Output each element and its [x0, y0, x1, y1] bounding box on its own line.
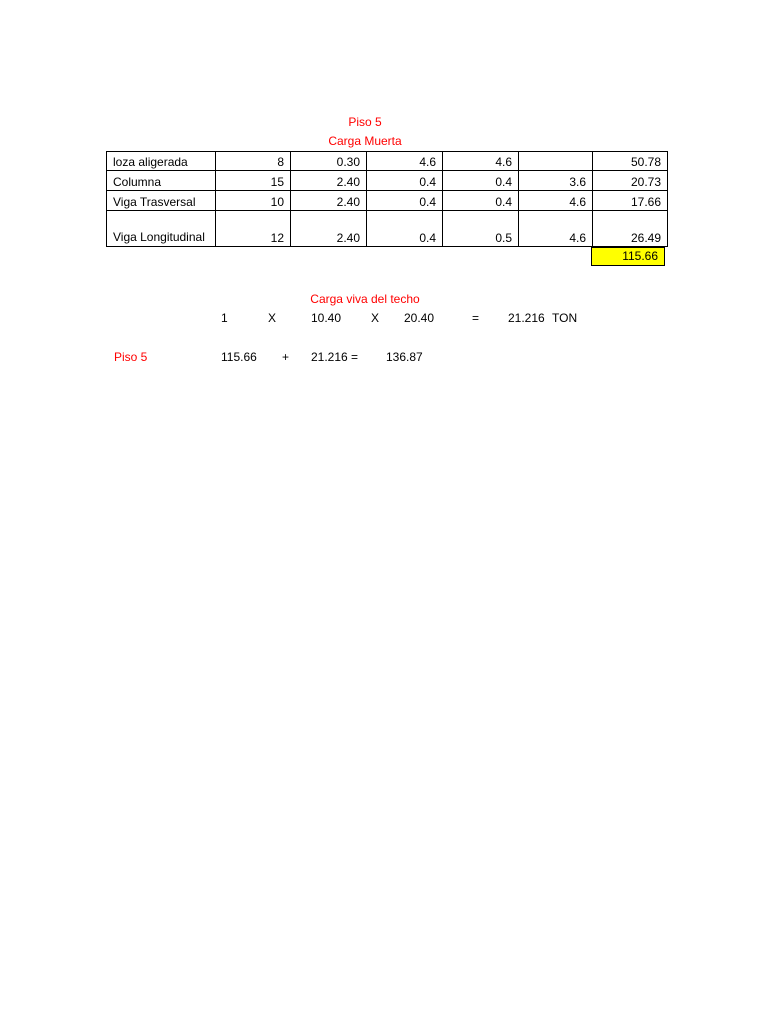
row-name: Columna: [107, 171, 216, 191]
live-load-unit: TON: [552, 311, 578, 325]
dead-load-total: 115.66: [591, 247, 665, 266]
row-value: 4.6: [519, 191, 593, 211]
table-row: [107, 171, 668, 191]
table-row: [107, 152, 668, 171]
row-name: Viga Longitudinal: [107, 211, 216, 247]
live-load-factor: 1: [221, 311, 228, 325]
summary-live-load: 21.216 =: [311, 350, 359, 364]
row-value: [519, 152, 593, 171]
row-value: 0.4: [443, 191, 519, 211]
row-result: 50.78: [593, 152, 668, 171]
row-name: Viga Trasversal: [107, 191, 216, 211]
summary-dead-load: 115.66: [221, 350, 257, 364]
live-load-result: 21.216: [508, 311, 545, 325]
section-title: Carga Muerta: [328, 134, 402, 148]
table-row: [107, 211, 668, 247]
row-value: 2.40: [291, 191, 367, 211]
row-value: 0.4: [367, 171, 443, 191]
row-result: 20.73: [593, 171, 668, 191]
row-value: 10: [216, 191, 291, 211]
summary-total: 136.87: [386, 350, 423, 364]
row-value: 4.6: [367, 152, 443, 171]
dead-load-table: [106, 151, 668, 247]
summary-plus: +: [282, 350, 290, 364]
table-row: [107, 191, 668, 211]
floor-title: Piso 5: [348, 115, 382, 129]
row-value: 2.40: [291, 171, 367, 191]
live-load-operator: X: [371, 311, 380, 325]
summary-label: Piso 5: [114, 350, 148, 364]
row-name: loza aligerada: [107, 152, 216, 171]
row-value: 4.6: [519, 211, 593, 247]
row-value: 15: [216, 171, 291, 191]
row-value: 2.40: [291, 211, 367, 247]
row-value: 4.6: [443, 152, 519, 171]
row-value: 3.6: [519, 171, 593, 191]
row-value: 0.4: [443, 171, 519, 191]
live-load-width: 10.40: [311, 311, 342, 325]
live-load-length: 20.40: [404, 311, 435, 325]
row-value: 0.4: [367, 211, 443, 247]
row-value: 12: [216, 211, 291, 247]
live-load-equals: =: [472, 311, 480, 325]
live-load-title: Carga viva del techo: [310, 292, 420, 306]
row-value: 0.30: [291, 152, 367, 171]
row-result: 17.66: [593, 191, 668, 211]
row-value: 0.5: [443, 211, 519, 247]
live-load-operator: X: [268, 311, 277, 325]
row-result: 26.49: [593, 211, 668, 247]
row-value: 0.4: [367, 191, 443, 211]
row-value: 8: [216, 152, 291, 171]
